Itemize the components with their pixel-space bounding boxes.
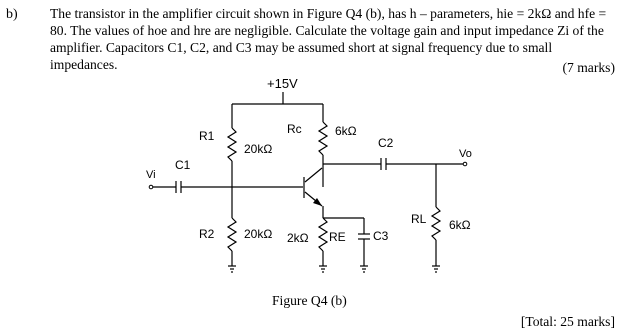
r2-resistor xyxy=(228,218,236,251)
output-terminal xyxy=(463,162,467,166)
re-resistor xyxy=(319,218,327,251)
c2-label: C2 xyxy=(378,136,394,150)
ground-symbol-c3 xyxy=(360,266,368,272)
c3-label: C3 xyxy=(373,229,389,243)
marks: (7 marks) xyxy=(562,60,615,75)
input-terminal xyxy=(149,185,153,189)
rc-label: Rc xyxy=(287,122,302,136)
r1-label: R1 xyxy=(199,129,215,143)
r1-value: 20kΩ xyxy=(244,142,273,156)
ground-symbol-re xyxy=(319,266,327,272)
vi-label: Vi xyxy=(146,169,156,181)
rc-value: 6kΩ xyxy=(335,124,357,138)
ground-symbol-r2 xyxy=(228,266,236,272)
rl-resistor xyxy=(432,207,440,240)
total-marks: [Total: 25 marks] xyxy=(520,314,615,329)
figure-caption: Figure Q4 (b) xyxy=(272,293,347,308)
rl-label: RL xyxy=(411,212,427,226)
ground-symbol-rl xyxy=(432,266,440,272)
supply-label: +15V xyxy=(267,76,298,91)
re-value: 2kΩ xyxy=(287,231,309,245)
question-label: b) xyxy=(6,7,18,22)
vo-label: Vo xyxy=(459,148,472,160)
c1-label: C1 xyxy=(175,158,191,172)
r2-value: 20kΩ xyxy=(244,227,273,241)
question-text: The transistor in the amplifier circuit shown in Figure Q4 (b), has h – parameters, hie = 2kΩ and hfe = 80. The values of hoe and hre are negligible. Calculate the voltage gain and input impedance Zi of the amplifier. Capacitors C1, C2, and C3 may be assumed short at signal frequency due to small impedances. xyxy=(50,6,607,72)
rc-resistor xyxy=(319,122,327,155)
transistor-collector xyxy=(305,168,322,182)
rl-value: 6kΩ xyxy=(449,218,471,232)
re-label: RE xyxy=(329,230,346,244)
r1-resistor xyxy=(228,128,236,161)
r2-label: R2 xyxy=(199,227,215,241)
